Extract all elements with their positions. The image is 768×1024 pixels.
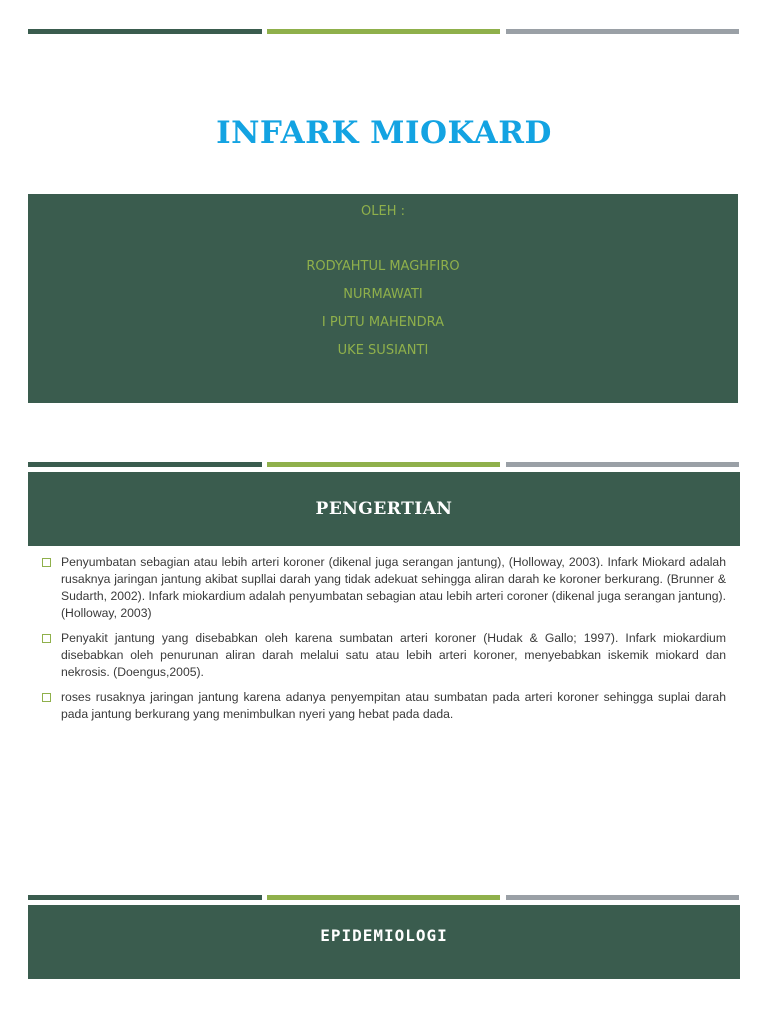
stripe-green [267, 462, 500, 467]
stripe-dark [28, 895, 262, 900]
stripe-dark [28, 462, 262, 467]
section-heading: EPIDEMIOLOGI [28, 905, 740, 979]
stripe-dark [28, 29, 262, 34]
list-item [42, 689, 726, 723]
stripe-gray [506, 29, 739, 34]
authors-label: OLEH : [361, 204, 405, 219]
bullet-text: roses rusaknya jaringan jantung karena adanya penyempitan atau sumbatan pada arteri koroner sehingga suplai darah pada jantung berkurang yang menimbulkan nyeri yang hebat pada dada. [61, 690, 726, 721]
pengertian-slide [0, 455, 768, 875]
bullet-text: Penyakit jantung yang disebabkan oleh karena sumbatan arteri koroner (Hudak & Gallo; 1997). Infark miokardium disebabkan oleh penurunan aliran darah melalui satu atau lebih arteri koroner, menyebabkan iskemik miokard dan nekrosis. (Doengus,2005). [61, 631, 726, 679]
author-name: NURMAWATI [343, 287, 423, 302]
stripe-gray [506, 895, 739, 900]
epidemiologi-slide [0, 890, 768, 1024]
section-heading: PENGERTIAN [28, 472, 740, 546]
stripe-green [267, 895, 500, 900]
title-slide [0, 0, 768, 440]
stripe-green [267, 29, 500, 34]
author-name: RODYAHTUL MAGHFIRO [306, 259, 460, 274]
author-box [28, 194, 738, 403]
slide-title: INFARK MIOKARD [216, 115, 552, 151]
checkbox-bullet-icon [42, 634, 51, 643]
stripe-gray [506, 462, 739, 467]
list-item [42, 630, 726, 681]
list-item [42, 554, 726, 622]
checkbox-bullet-icon [42, 558, 51, 567]
author-name: UKE SUSIANTI [337, 343, 429, 358]
bullet-text: Penyumbatan sebagian atau lebih arteri koroner (dikenal juga serangan jantung), (Holloway, 2003). Infark Miokard adalah rusaknya jaringan jantung akibat supllai darah yang tidak adekuat sehingga aliran darah ke koroner berkurang. (Brunner & Sudarth, 2002). Infark miokardium adalah penyumbatan sebagian atau lebih arteri coroner (dikenal juga serangan jantung). (Holloway, 2003) [61, 555, 726, 620]
author-name: I PUTU MAHENDRA [321, 315, 445, 330]
bullet-list [42, 554, 726, 731]
checkbox-bullet-icon [42, 693, 51, 702]
